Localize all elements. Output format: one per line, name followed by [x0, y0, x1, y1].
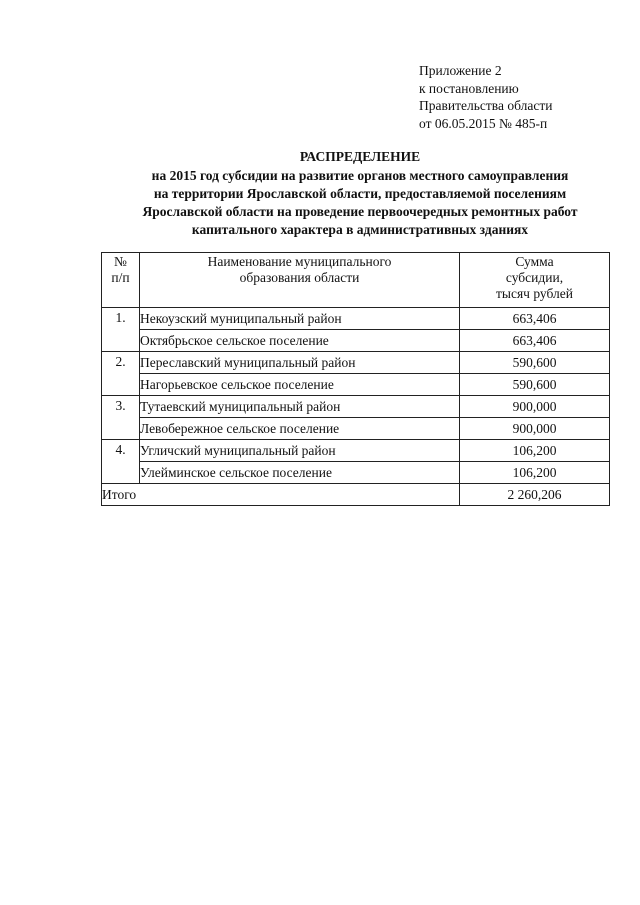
municipality-name: Переславский муниципальный район: [140, 352, 460, 374]
header-text: Наименование муниципального: [207, 254, 392, 269]
appendix-line: к постановлению: [419, 80, 519, 96]
table-header-row: [102, 253, 610, 308]
document-heading: [90, 148, 630, 239]
municipality-name: Угличский муниципальный район: [140, 440, 460, 462]
municipality-name: Улейминское сельское поселение: [140, 462, 460, 484]
subsidy-amount: 900,000: [460, 418, 610, 440]
total-amount: 2 260,206: [460, 484, 610, 506]
subsidy-amount: 900,000: [460, 396, 610, 418]
subsidy-amount: 106,200: [460, 440, 610, 462]
column-header-sum: [460, 253, 610, 308]
appendix-line: Правительства области: [419, 98, 553, 113]
table-row: [102, 462, 610, 484]
table-row: [102, 330, 610, 352]
row-number: 3.: [102, 396, 140, 440]
total-label: Итого: [102, 484, 460, 506]
heading-line: на 2015 год субсидии на развитие органов местного самоуправления: [151, 168, 569, 183]
heading-line: Ярославской области на проведение первоочередных ремонтных работ: [142, 204, 578, 219]
municipality-name: Тутаевский муниципальный район: [140, 396, 460, 418]
subsidy-amount: 663,406: [460, 330, 610, 352]
subsidy-amount: 663,406: [460, 308, 610, 330]
appendix-reference: [419, 62, 552, 132]
appendix-line: от 06.05.2015 № 485-п: [419, 115, 548, 131]
heading-line: на территории Ярославской области, предоставляемой поселениям: [153, 186, 567, 201]
header-text: субсидии,: [505, 270, 564, 285]
table-row: [102, 418, 610, 440]
municipality-name: Нагорьевское сельское поселение: [140, 374, 460, 396]
header-text: п/п: [111, 270, 130, 285]
subsidy-amount: 590,600: [460, 352, 610, 374]
header-text: №: [114, 254, 127, 269]
subsidy-table: [101, 252, 610, 506]
subsidy-amount: 106,200: [460, 462, 610, 484]
table-row: [102, 352, 610, 374]
total-row: [102, 484, 610, 506]
column-header-number: [102, 253, 140, 308]
row-number: 4.: [102, 440, 140, 484]
table-row: [102, 396, 610, 418]
municipality-name: Некоузский муниципальный район: [140, 308, 460, 330]
row-number: 1.: [102, 308, 140, 352]
header-text: тысяч рублей: [496, 286, 573, 301]
subsidy-amount: 590,600: [460, 374, 610, 396]
document-title: РАСПРЕДЕЛЕНИЕ: [299, 149, 421, 164]
table-row: [102, 374, 610, 396]
column-header-name: [140, 253, 460, 308]
table-row: [102, 440, 610, 462]
table-row: [102, 308, 610, 330]
row-number: 2.: [102, 352, 140, 396]
heading-line: капитального характера в административных зданиях: [191, 222, 529, 237]
municipality-name: Октябрьское сельское поселение: [140, 330, 460, 352]
header-text: Сумма: [515, 254, 554, 269]
header-text: образования области: [239, 270, 360, 285]
appendix-line: Приложение 2: [419, 63, 502, 78]
municipality-name: Левобережное сельское поселение: [140, 418, 460, 440]
